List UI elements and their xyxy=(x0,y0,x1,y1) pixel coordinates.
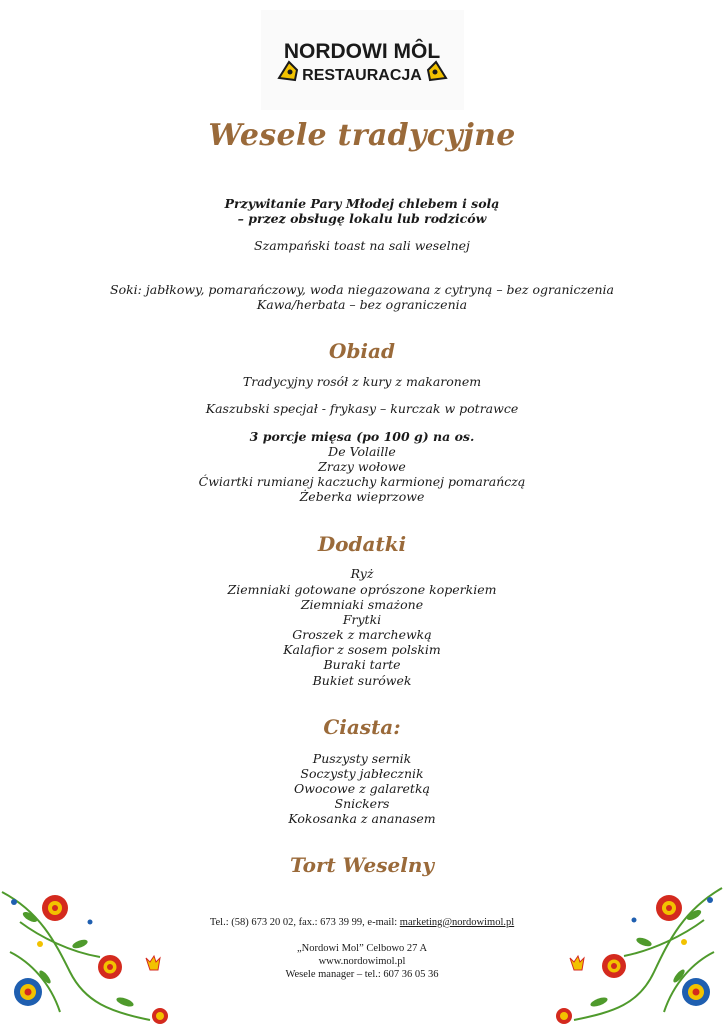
red-flower-icon xyxy=(42,895,68,921)
list-item: Żeberka wieprzowe xyxy=(299,489,425,504)
list-item: Bukiet surówek xyxy=(312,673,412,688)
welcome-line1: Przywitanie Pary Młodej chlebem i solą xyxy=(224,196,500,211)
email-link[interactable]: marketing@nordowimol.pl xyxy=(399,917,515,928)
red-flower-icon xyxy=(656,895,682,921)
blue-flower-icon xyxy=(14,978,42,1006)
logo-left-ornament xyxy=(279,62,297,80)
logo-line1: NORDOWI MÔL xyxy=(283,40,441,63)
list-item: Soczysty jabłecznik xyxy=(300,766,424,781)
welcome-line2: – przez obsługę lokalu lub rodziców xyxy=(237,211,487,226)
drinks-line: Soki: jabłkowy, pomarańczowy, woda niegazowana z cytryną – bez ograniczenia xyxy=(110,282,614,297)
list-item: Puszysty sernik xyxy=(312,751,412,766)
folk-flower-decoration-right xyxy=(534,880,724,1024)
toast-line: Szampański toast na sali weselnej xyxy=(254,238,470,253)
red-flower-icon xyxy=(98,955,122,979)
page-title: Wesele tradycyjne xyxy=(208,118,516,153)
coffee-line: Kawa/herbata – bez ograniczenia xyxy=(256,297,468,312)
list-item: Snickers xyxy=(334,796,390,811)
list-item: Kalafior z sosem polskim xyxy=(283,642,441,657)
list-item: Kokosanka z ananasem xyxy=(288,811,436,826)
special-line: Kaszubski specjał - frykasy – kurczak w potrawce xyxy=(205,401,519,416)
list-item: Buraki tarte xyxy=(323,657,401,672)
tulip-icon xyxy=(570,956,584,970)
footer-website: www.nordowimol.pl xyxy=(318,956,406,967)
list-item: Ryż xyxy=(350,566,374,581)
logo-graphic xyxy=(261,10,464,110)
list-item: Frytki xyxy=(342,612,382,627)
section-heading-tort: Tort Weselny xyxy=(290,853,434,877)
list-item: Groszek z marchewką xyxy=(292,627,432,642)
logo-line2: RESTAURACJA xyxy=(302,67,422,84)
list-item: De Volaille xyxy=(328,444,396,459)
list-item: Ziemniaki smażone xyxy=(300,597,424,612)
section-heading-obiad: Obiad xyxy=(329,339,395,363)
footer-name: „Nordowi Mol” Celbowo 27 A xyxy=(296,943,428,954)
red-flower-icon xyxy=(602,954,626,978)
section-heading-dodatki: Dodatki xyxy=(317,532,407,556)
red-flower-icon xyxy=(556,1008,572,1024)
tulip-icon xyxy=(146,956,160,970)
footer-manager: Wesele manager – tel.: 607 36 05 36 xyxy=(285,969,439,980)
soup-line: Tradycyjny rosół z kury z makaronem xyxy=(242,374,482,389)
list-item: Zrazy wołowe xyxy=(318,459,406,474)
footer-contact-text: Tel.: (58) 673 20 02, fax.: 673 39 99, e-mail: xyxy=(209,917,400,928)
meat-header: 3 porcje mięsa (po 100 g) na os. xyxy=(249,429,475,444)
restaurant-logo xyxy=(261,10,464,110)
section-heading-ciasta: Ciasta: xyxy=(323,715,401,739)
list-item: Ćwiartki rumianej kaczuchy karmionej pomarańczą xyxy=(198,474,526,489)
red-flower-icon xyxy=(152,1008,168,1024)
list-item: Ziemniaki gotowane oprószone koperkiem xyxy=(227,582,497,597)
blue-flower-icon xyxy=(682,978,710,1006)
logo-right-ornament xyxy=(428,62,446,80)
folk-flower-decoration-left xyxy=(0,882,190,1024)
list-item: Owocowe z galaretką xyxy=(294,781,430,796)
